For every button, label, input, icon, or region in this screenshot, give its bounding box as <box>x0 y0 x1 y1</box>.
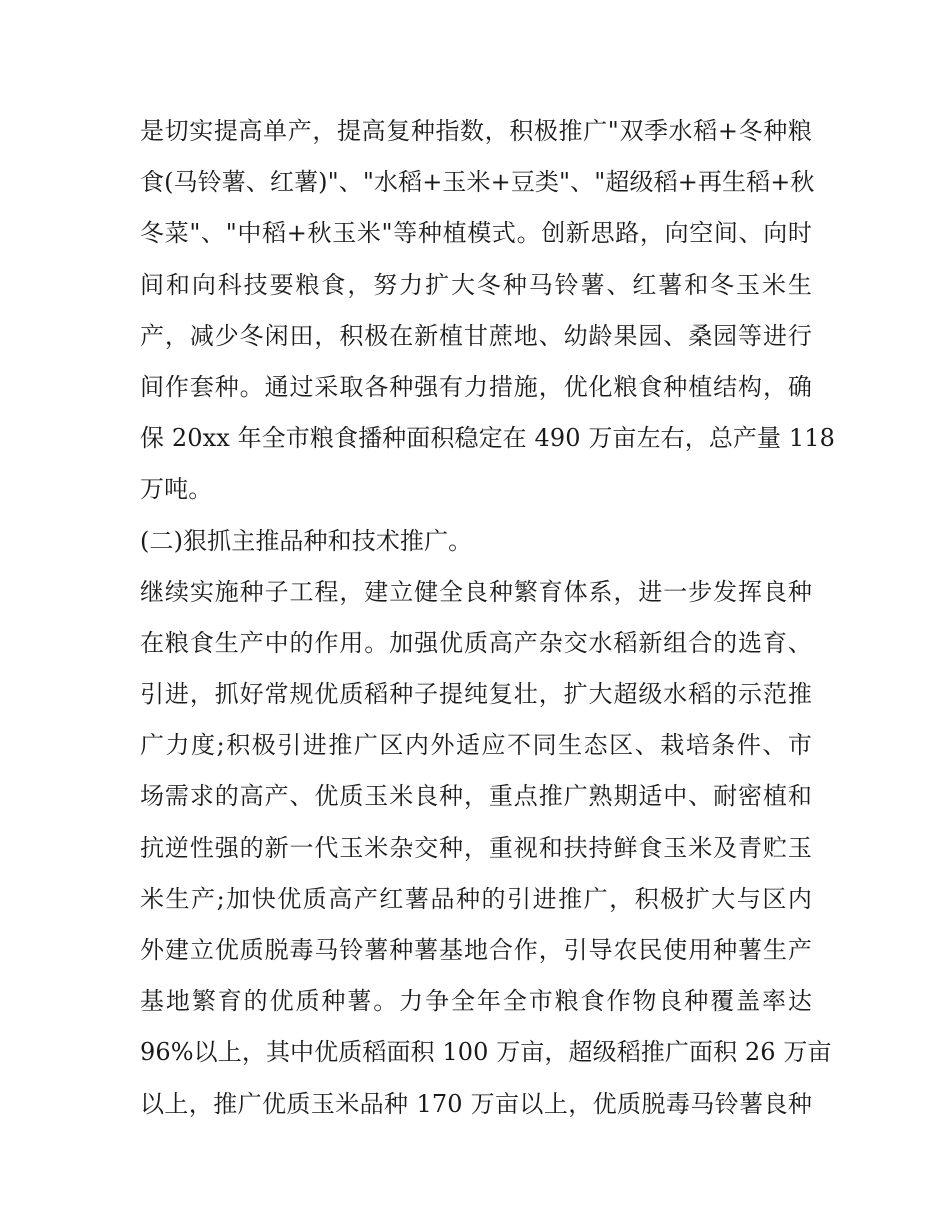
text-line: 万吨。 <box>140 475 213 504</box>
paragraph-planting-structure <box>140 106 835 516</box>
text-line: 引进，抓好常规优质稻种子提纯复壮，扩大超级水稻的示范推 <box>140 680 812 709</box>
text-line: 冬菜"、"中稻+秋玉米"等种植模式。创新思路，向空间、向时 <box>140 219 812 248</box>
text-line: 保 20xx 年全市粮食播种面积稳定在 490 万亩左右，总产量 118 <box>140 424 835 453</box>
text-line: 间和向科技要粮食，努力扩大冬种马铃薯、红薯和冬玉米生 <box>140 270 812 299</box>
paragraph-seed-promotion <box>140 567 832 1130</box>
text-line: 食(马铃薯、红薯)"、"水稻+玉米+豆类"、"超级稻+再生稻+秋 <box>140 168 815 197</box>
text-line: 是切实提高单产，提高复种指数，积极推广"双季水稻+冬种粮 <box>140 117 812 145</box>
text-line: 基地繁育的优质种薯。力争全年全市粮食作物良种覆盖率达 <box>140 987 812 1016</box>
text-line: 间作套种。通过采取各种强有力措施，优化粮食种植结构，确 <box>140 372 812 401</box>
text-line: 以上，推广优质玉米品种 170 万亩以上，优质脱毒马铃薯良种 <box>140 1089 812 1118</box>
text-line: 场需求的高产、优质玉米良种，重点推广熟期适中、耐密植和 <box>140 782 812 811</box>
text-line: 外建立优质脱毒马铃薯种薯基地合作，引导农民使用种薯生产 <box>140 936 812 964</box>
text-line: 抗逆性强的新一代玉米杂交种，重视和扶持鲜食玉米及青贮玉 <box>140 833 812 862</box>
text-line: 96%以上，其中优质稻面积 100 万亩，超级稻推广面积 26 万亩 <box>140 1038 832 1067</box>
heading-line: (二)狠抓主推品种和技术推广。 <box>140 526 473 555</box>
text-line: 米生产;加快优质高产红薯品种的引进推广，积极扩大与区内 <box>140 884 812 913</box>
section-heading <box>140 516 812 567</box>
text-line: 继续实施种子工程，建立健全良种繁育体系，进一步发挥良种 <box>140 577 812 606</box>
text-line: 产，减少冬闲田，积极在新植甘蔗地、幼龄果园、桑园等进行 <box>140 321 812 350</box>
text-line: 在粮食生产中的作用。加强优质高产杂交水稻新组合的选育、 <box>140 628 812 657</box>
text-line: 广力度;积极引进推广区内外适应不同生态区、栽培条件、市 <box>140 731 812 760</box>
document-page <box>140 106 835 1130</box>
